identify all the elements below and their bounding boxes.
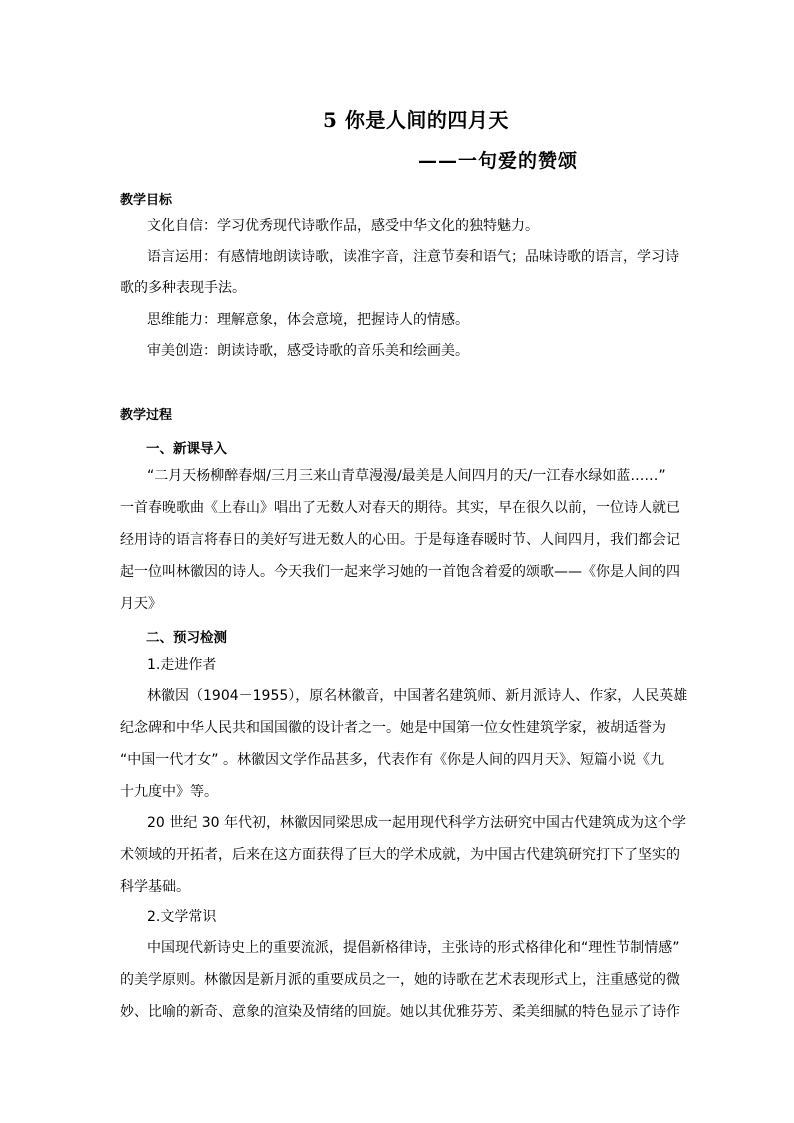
section1-line: 月天》 (120, 596, 162, 612)
objective-line: 文化自信：学习优秀现代诗歌作品，感受中华文化的独特魅力。 (147, 218, 539, 234)
lesson-title: 5 你是人间的四月天 (323, 108, 509, 132)
item1-line: 20 世纪 30 年代初，林徽因同梁思成一起用现代科学方法研究中国古代建筑成为这个学 (147, 815, 686, 831)
section1-line: 起一位叫林徽因的诗人。今天我们一起来学习她的一首饱含着爱的颂歌——《你是人间的四 (120, 564, 680, 580)
item1-line: “中国一代才女” 。林徽因文学作品甚多，代表作有《你是人间的四月天》、短篇小说《九 (120, 752, 664, 768)
item1-line: 十九度中》等。 (120, 784, 218, 800)
item2-line: 妙、比喻的新奇、意象的渲染及情绪的回旋。她以其优雅芬芳、柔美细腻的特色显示了诗作 (120, 1004, 680, 1020)
item2-heading: 2.文学常识 (147, 909, 217, 925)
item1-line: 科学基础。 (120, 879, 190, 895)
objectives-heading: 教学目标 (120, 193, 173, 208)
section1-line: 经用诗的语言将春日的美好写进无数人的心田。于是每逢春暖时节、人间四月，我们都会记 (120, 532, 680, 548)
lesson-subtitle: ——一句爱的赞颂 (418, 150, 579, 172)
section1-line: 一首春晚歌曲《上春山》唱出了无数人对春天的期待。其实，早在很久以前，一位诗人就已 (120, 500, 680, 516)
item2-line: 的美学原则。林徽因是新月派的重要成员之一，她的诗歌在艺术表现形式上，注重感觉的微 (120, 972, 680, 988)
objective-line: 语言运用：有感情地朗读诗歌，读准字音，注意节奏和语气；品味诗歌的语言，学习诗 (147, 249, 679, 265)
process-heading: 教学过程 (120, 408, 173, 423)
objective-line: 思维能力：理解意象，体会意境，把握诗人的情感。 (147, 312, 469, 328)
item1-line: 林徽因（1904－1955），原名林徽音，中国著名建筑师、新月派诗人、作家，人民英雄 (147, 688, 688, 704)
section1-line: “二月天杨柳醉春烟/三月三来山青草漫漫/最美是人间四月的天/一江春水绿如蓝……” (147, 468, 666, 484)
item2-line: 中国现代新诗史上的重要流派，提倡新格律诗，主张诗的形式格律化和“理性节制情感” (147, 940, 680, 956)
item1-line: 术领域的开拓者，后来在这方面获得了巨大的学术成就，为中国古代建筑研究打下了坚实的 (120, 847, 680, 863)
section2-heading: 二、预习检测 (146, 630, 227, 646)
item1-heading: 1.走进作者 (147, 657, 217, 673)
objective-line: 审美创造：朗读诗歌，感受诗歌的音乐美和绘画美。 (147, 343, 469, 359)
item1-line: 纪念碑和中华人民共和国国徽的设计者之一。她是中国第一位女性建筑学家，被胡适誉为 (120, 720, 666, 736)
section1-heading: 一、新课导入 (146, 441, 227, 457)
objective-line: 歌的多种表现手法。 (120, 280, 246, 296)
